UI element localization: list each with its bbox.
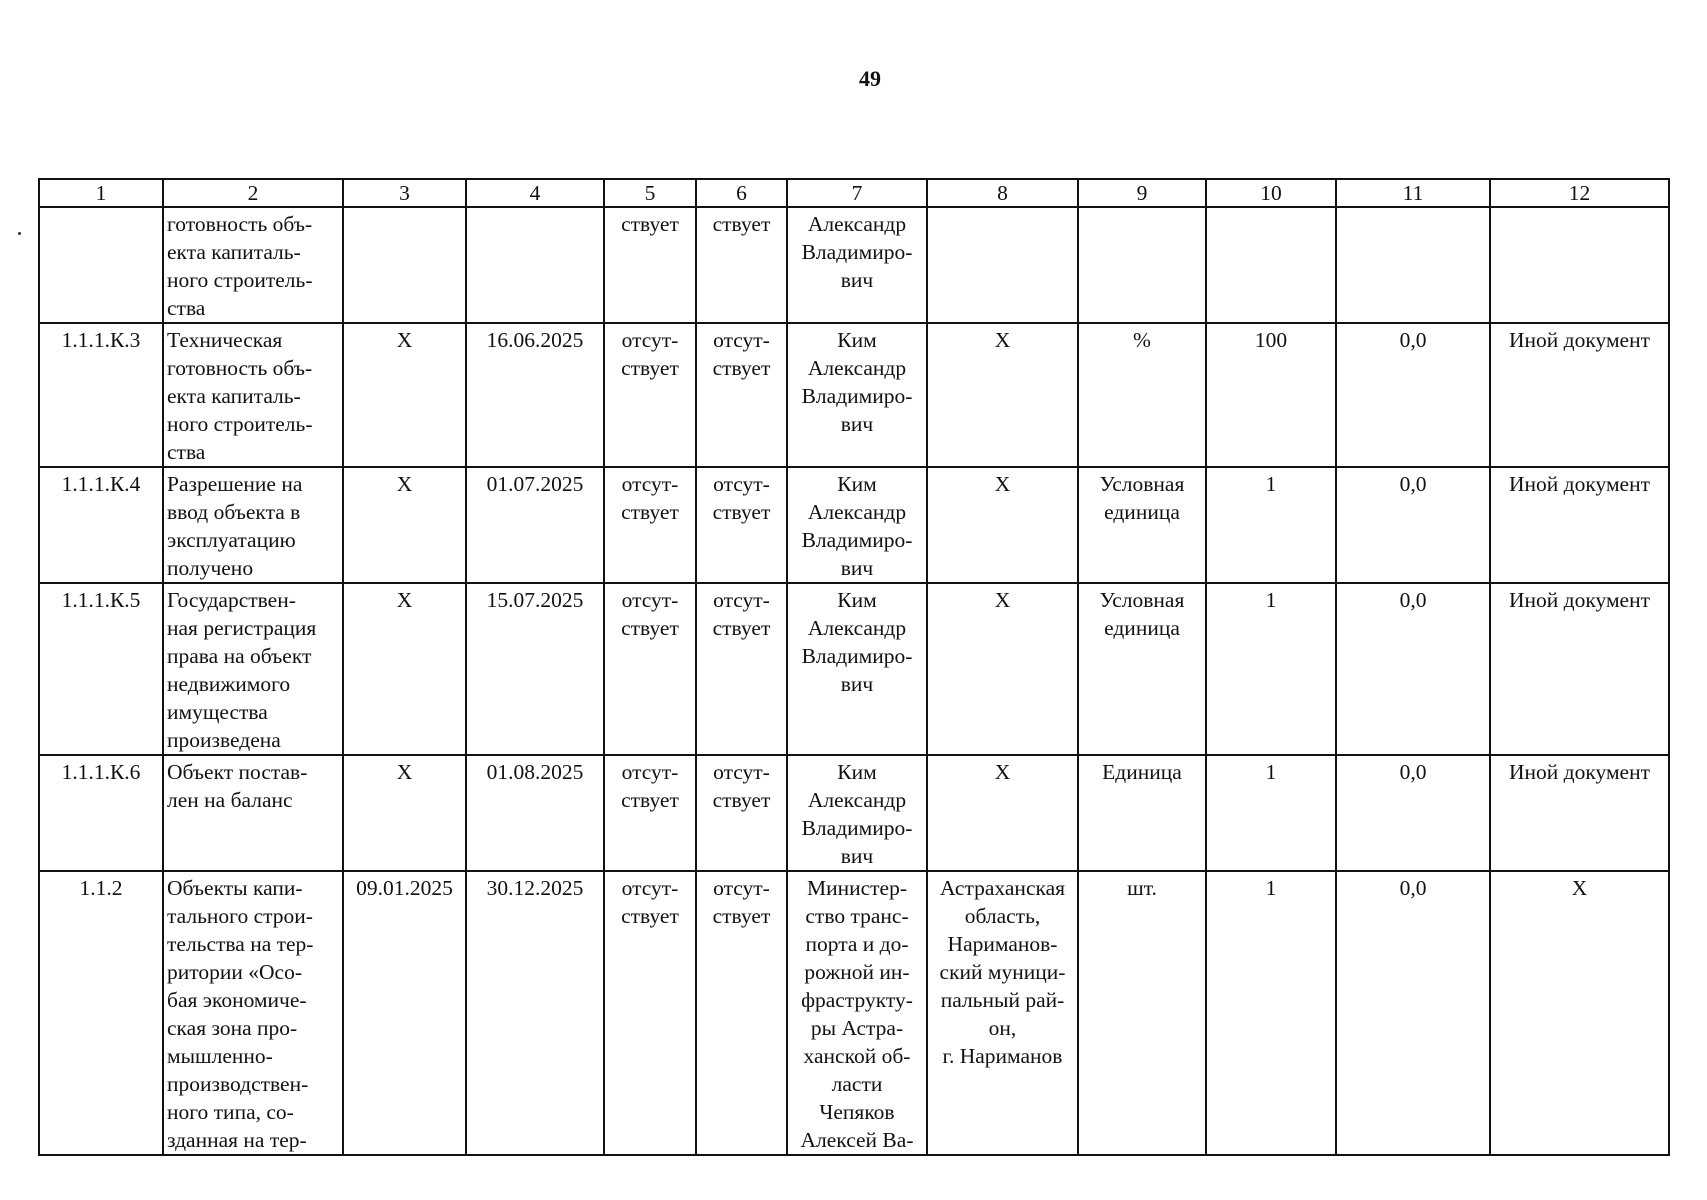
column-header-6: 6 [696,179,787,207]
cell-name: Разрешение на ввод объекта в эксплуатацию получено [163,467,343,583]
cell-responsible: Ким Александр Владимиро- вич [787,755,927,871]
cell-location: Х [927,583,1078,755]
cell-col6: отсут- ствует [696,871,787,1155]
cell-responsible: Ким Александр Владимиро- вич [787,467,927,583]
cell-amount: 0,0 [1336,583,1490,755]
cell-amount: 0,0 [1336,755,1490,871]
cell-col5: отсут- ствует [604,583,696,755]
cell-amount: 0,0 [1336,467,1490,583]
cell-col5: отсут- ствует [604,871,696,1155]
cell-unit: Условная единица [1078,583,1206,755]
column-header-12: 12 [1490,179,1669,207]
table-row [39,323,1669,467]
cell-number: 1.1.1.К.6 [39,755,163,871]
column-header-1: 1 [39,179,163,207]
column-header-3: 3 [343,179,466,207]
cell-start-date: Х [343,755,466,871]
cell-number: 1.1.2 [39,871,163,1155]
cell-col6: ствует [696,207,787,323]
column-header-7: 7 [787,179,927,207]
cell-col5: отсут- ствует [604,467,696,583]
cell-start-date: Х [343,583,466,755]
cell-end-date: 30.12.2025 [466,871,604,1155]
cell-document: Иной документ [1490,467,1669,583]
cell-number [39,207,163,323]
table-row [39,583,1669,755]
cell-unit: Единица [1078,755,1206,871]
cell-end-date: 01.07.2025 [466,467,604,583]
cell-col6: отсут- ствует [696,755,787,871]
cell-value [1206,207,1336,323]
cell-name: Объекты капи- тального строи- тельства на тер- ритории «Осо- бая экономиче- ская зона про- мышленно- производствен- ного типа, со- зданная на тер- [163,871,343,1155]
cell-start-date: Х [343,323,466,467]
cell-unit: % [1078,323,1206,467]
cell-name: готовность объ- екта капиталь- ного строитель- ства [163,207,343,323]
cell-end-date [466,207,604,323]
cell-amount: 0,0 [1336,871,1490,1155]
cell-location: Х [927,323,1078,467]
column-header-4: 4 [466,179,604,207]
cell-document: Иной документ [1490,755,1669,871]
stray-mark [18,232,21,235]
column-header-10: 10 [1206,179,1336,207]
cell-document: Иной документ [1490,323,1669,467]
cell-start-date [343,207,466,323]
column-header-9: 9 [1078,179,1206,207]
page-number: 49 [859,66,881,91]
column-header-5: 5 [604,179,696,207]
cell-location: Х [927,467,1078,583]
cell-unit: Условная единица [1078,467,1206,583]
cell-value: 1 [1206,755,1336,871]
cell-start-date: 09.01.2025 [343,871,466,1155]
cell-amount [1336,207,1490,323]
cell-responsible: Министер- ство транс- порта и до- рожной ин- фраструкту- ры Астра- ханской об- ласти Чепяков Алексей Ва- [787,871,927,1155]
results-table [38,178,1670,1156]
cell-col5: отсут- ствует [604,323,696,467]
column-number-row [39,179,1669,207]
cell-col6: отсут- ствует [696,323,787,467]
cell-document [1490,207,1669,323]
cell-value: 1 [1206,871,1336,1155]
cell-responsible: Александр Владимиро- вич [787,207,927,323]
cell-col5: отсут- ствует [604,755,696,871]
column-header-2: 2 [163,179,343,207]
cell-name: Государствен- ная регистрация права на объект недвижимого имущества произведена [163,583,343,755]
cell-amount: 0,0 [1336,323,1490,467]
column-header-8: 8 [927,179,1078,207]
cell-col6: отсут- ствует [696,467,787,583]
table-row [39,871,1669,1155]
cell-responsible: Ким Александр Владимиро- вич [787,323,927,467]
cell-col6: отсут- ствует [696,583,787,755]
cell-end-date: 15.07.2025 [466,583,604,755]
cell-name: Объект постав- лен на баланс [163,755,343,871]
cell-unit [1078,207,1206,323]
table-row [39,755,1669,871]
cell-location [927,207,1078,323]
table-row [39,207,1669,323]
cell-value: 1 [1206,583,1336,755]
cell-number: 1.1.1.К.5 [39,583,163,755]
cell-location: Астраханская область, Нариманов- ский муници- пальный рай- он, г. Нариманов [927,871,1078,1155]
cell-number: 1.1.1.К.4 [39,467,163,583]
cell-end-date: 01.08.2025 [466,755,604,871]
cell-document: Иной документ [1490,583,1669,755]
cell-location: Х [927,755,1078,871]
column-header-11: 11 [1336,179,1490,207]
table-row [39,467,1669,583]
cell-end-date: 16.06.2025 [466,323,604,467]
cell-col5: ствует [604,207,696,323]
cell-value: 100 [1206,323,1336,467]
cell-responsible: Ким Александр Владимиро- вич [787,583,927,755]
cell-number: 1.1.1.К.3 [39,323,163,467]
cell-start-date: Х [343,467,466,583]
cell-document: Х [1490,871,1669,1155]
cell-value: 1 [1206,467,1336,583]
cell-unit: шт. [1078,871,1206,1155]
cell-name: Техническая готовность объ- екта капиталь- ного строитель- ства [163,323,343,467]
